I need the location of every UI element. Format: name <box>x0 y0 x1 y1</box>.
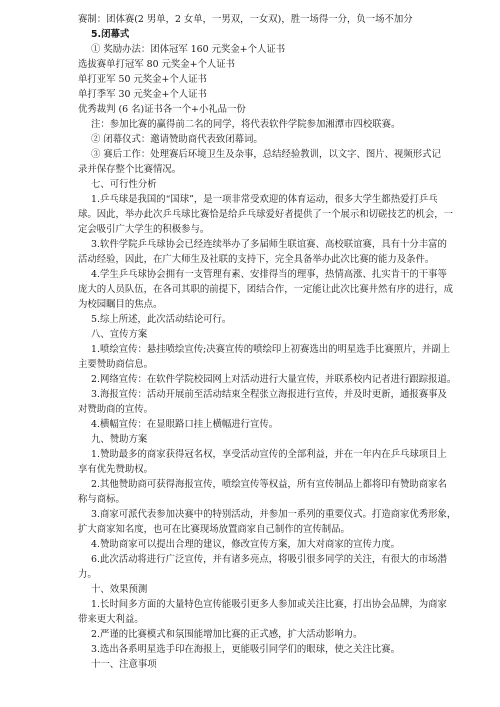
text-line: 称与商标。 <box>78 494 125 505</box>
text-line: 1.喷绘宣传：悬挂喷绘宣传;决赛宣传的喷绘印上初赛选出的明星选手比赛照片，并副上 <box>91 344 450 355</box>
text-line: 4.横幅宣传：在显眼路口挂上横幅进行宣传。 <box>91 419 279 430</box>
section-heading: 九、赞助方案 <box>91 434 148 445</box>
text-line: 3.软件学院乒乓球协会已经连续举办了多届师生联谊赛、高校联谊赛，具有十分丰富的 <box>91 239 447 250</box>
text-line: 扩大商家知名度，也可在比赛现场放置商家自己制作的宣传制品。 <box>78 524 350 535</box>
text-line: 6.此次活动将进行广泛宣传，并有诸多亮点，将吸引很多同学的关注，有很大的市场潜 <box>91 554 447 565</box>
text-line: 对赞助商的宣传。 <box>78 404 154 415</box>
text-line: 球。因此，举办此次乒乓球比赛恰是给乒乓球爱好者提供了一个展示和切磋技艺的机会，一 <box>78 209 454 220</box>
text-line: 为校园瞩目的焦点。 <box>78 299 163 310</box>
text-line: 4.赞助商家可以提出合理的建议，修改宣传方案，加大对商家的宣传力度。 <box>91 539 400 550</box>
text-line: 定会吸引广大学生的积极参与。 <box>78 224 210 235</box>
text-line: ② 闭幕仪式：邀请赞助商代表致闭幕词。 <box>91 134 263 145</box>
text-line: 优秀裁判 (6 名)证书各一个+小礼品一份 <box>78 104 246 115</box>
text-line: 活动经验，因此，在广大师生及社联的支持下，完全具备举办此次比赛的能力及条件。 <box>78 254 435 265</box>
text-line: 单打季军 30 元奖金+个人证书 <box>78 89 207 100</box>
text-line: 1.赞助最多的商家获得冠名权，享受活动宣传的全部利益，并在一年内在乒乓球项目上 <box>91 449 447 460</box>
text-line: 享有优先赞助权。 <box>78 464 154 475</box>
text-line: 注：参加比赛的赢得前二名的同学，将代表软件学院参加湘潭市四校联赛。 <box>91 119 401 130</box>
text-line: 带来更大利益。 <box>78 614 144 625</box>
text-line: 2.网络宣传：在软件学院校园网上对活动进行大量宣传，并联系校内记者进行跟踪报道。 <box>91 374 457 385</box>
text-line: 录并保存整个比赛情况。 <box>78 164 182 175</box>
text-line: 庞大的人员队伍，在各司其职的前提下，团结合作，一定能让此次比赛井然有序的进行，成 <box>78 284 454 295</box>
text-line: 单打亚军 50 元奖金+个人证书 <box>78 74 207 85</box>
text-line: 2.其他赞助商可获得海报宣传，喷绘宣传等权益，所有宣传制品上都将印有赞助商家名 <box>91 479 447 490</box>
text-line: 3.商家可派代表参加决赛中的特别活动，并参加一系列的重要仪式。打造商家优秀形象， <box>91 509 457 520</box>
text-line: 1.乒乓球是我国的“国球”，是一项非常受欢迎的体育运动，很多大学生都热爱打乒乓 <box>91 194 438 205</box>
section-heading: 八、宣传方案 <box>91 329 148 340</box>
text-line: 1.长时间多方面的大量特色宣传能吸引更多人参加或关注比赛，打出协会品牌，为商家 <box>91 599 447 610</box>
section-heading: 七、可行性分析 <box>91 179 157 190</box>
text-line: 5.综上所述，此次活动结论可行。 <box>91 314 232 325</box>
section-heading: 十一、注意事项 <box>91 659 157 670</box>
text-line: 3.选出各系明星选手印在海报上，更能吸引同学们的眼球，使之关注比赛。 <box>91 644 400 655</box>
text-line: 选拔赛单打冠军 80 元奖金+个人证书 <box>78 59 235 70</box>
text-line: 2.严谨的比赛模式和氛围能增加比赛的正式感，扩大活动影响力。 <box>91 629 363 640</box>
text-line: 主要赞助商信息。 <box>78 359 154 370</box>
text-line: 力。 <box>78 569 97 580</box>
section-heading: 十、效果预测 <box>91 584 148 595</box>
text-line: 4.学生乒乓球协会拥有一支管理有素、安排得当的理事，热情高涨、扎实肯干的干事等 <box>91 269 447 280</box>
text-line: ① 奖励办法：团体冠军 160 元奖金+个人证书 <box>91 44 286 55</box>
text-line: ③ 赛后工作：处理赛后环境卫生及杂事，总结经验教训，以文字、图片、视频形式记 <box>91 149 441 160</box>
section-heading: 5.闭幕式 <box>91 29 130 40</box>
text-line: 3.海报宣传：活动开展前至活动结束全程张立海报进行宣传，并及时更新，通报赛事及 <box>91 389 447 400</box>
text-line: 赛制：团体赛(2 男单，2 女单，一男双，一女双)，胜一场得一分，负一场不加分 <box>78 14 413 25</box>
